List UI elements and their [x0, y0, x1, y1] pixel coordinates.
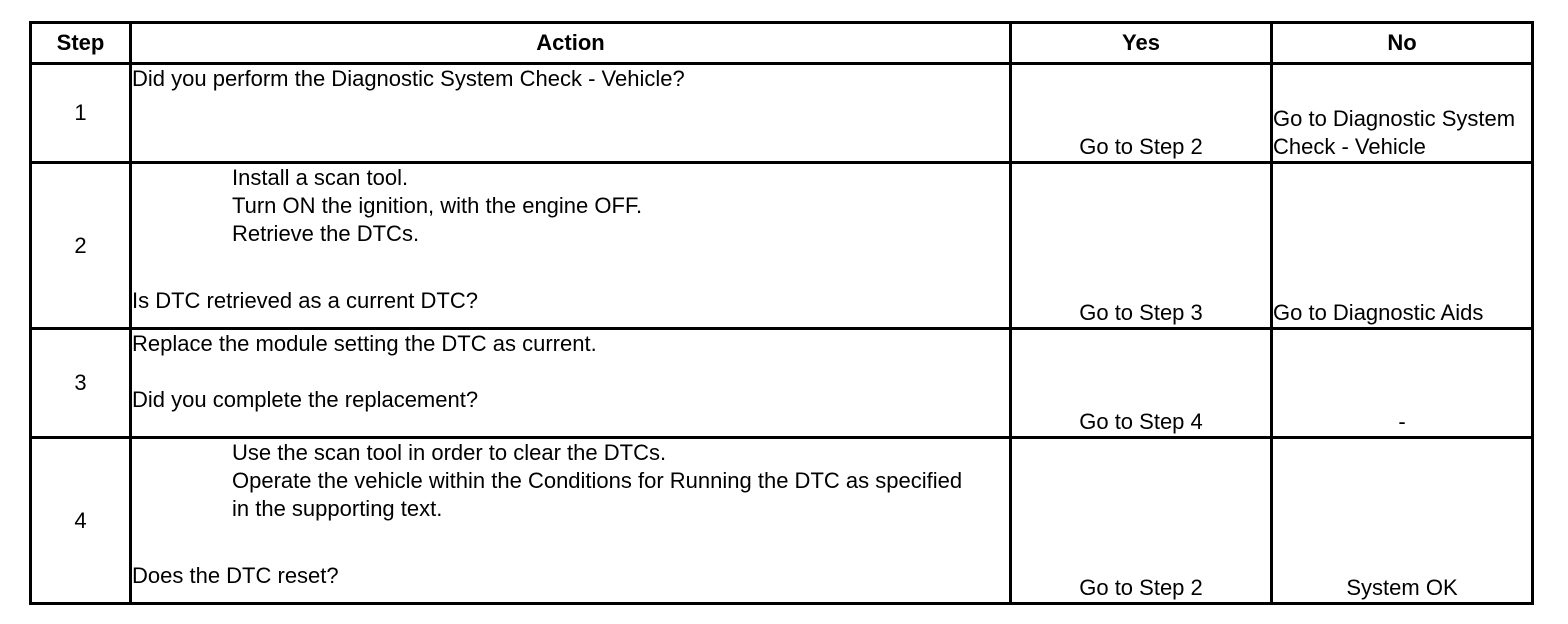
- step-number: 3: [31, 329, 131, 438]
- action-cell: [131, 438, 1011, 604]
- action-instruction: Turn ON the ignition, with the engine OFF.: [232, 193, 643, 218]
- yes-cell: Go to Step 3: [1011, 163, 1272, 329]
- no-cell: -: [1272, 329, 1533, 438]
- no-cell: Go to Diagnostic System Check - Vehicle: [1272, 64, 1533, 163]
- action-instruction: Use the scan tool in order to clear the DTCs.: [232, 440, 667, 465]
- action-question: Did you perform the Diagnostic System Check - Vehicle?: [132, 66, 685, 91]
- action-question: Did you complete the replacement?: [132, 387, 479, 412]
- table-row: [31, 438, 1533, 604]
- yes-cell: Go to Step 2: [1011, 64, 1272, 163]
- header-action: Action: [131, 23, 1011, 64]
- action-cell: [131, 163, 1011, 329]
- table-row: [31, 163, 1533, 329]
- action-question: Does the DTC reset?: [132, 563, 339, 588]
- action-instruction: Operate the vehicle within the Conditions for Running the DTC as specified in the supporting text.: [232, 468, 963, 521]
- action-cell: [131, 64, 1011, 163]
- no-cell: Go to Diagnostic Aids: [1272, 163, 1533, 329]
- no-cell: System OK: [1272, 438, 1533, 604]
- header-row: [31, 23, 1533, 64]
- yes-cell: Go to Step 2: [1011, 438, 1272, 604]
- action-question: Is DTC retrieved as a current DTC?: [132, 288, 478, 313]
- diagnostic-table: [29, 21, 1534, 605]
- action-instruction: Install a scan tool.: [232, 165, 409, 190]
- step-number: 1: [31, 64, 131, 163]
- yes-cell: Go to Step 4: [1011, 329, 1272, 438]
- table-row: [31, 329, 1533, 438]
- action-cell: [131, 329, 1011, 438]
- table-row: [31, 64, 1533, 163]
- step-number: 4: [31, 438, 131, 604]
- step-number: 2: [31, 163, 131, 329]
- action-instruction: Replace the module setting the DTC as current.: [132, 331, 597, 356]
- action-instruction: Retrieve the DTCs.: [232, 221, 420, 246]
- header-yes: Yes: [1011, 23, 1272, 64]
- header-step: Step: [31, 23, 131, 64]
- header-no: No: [1272, 23, 1533, 64]
